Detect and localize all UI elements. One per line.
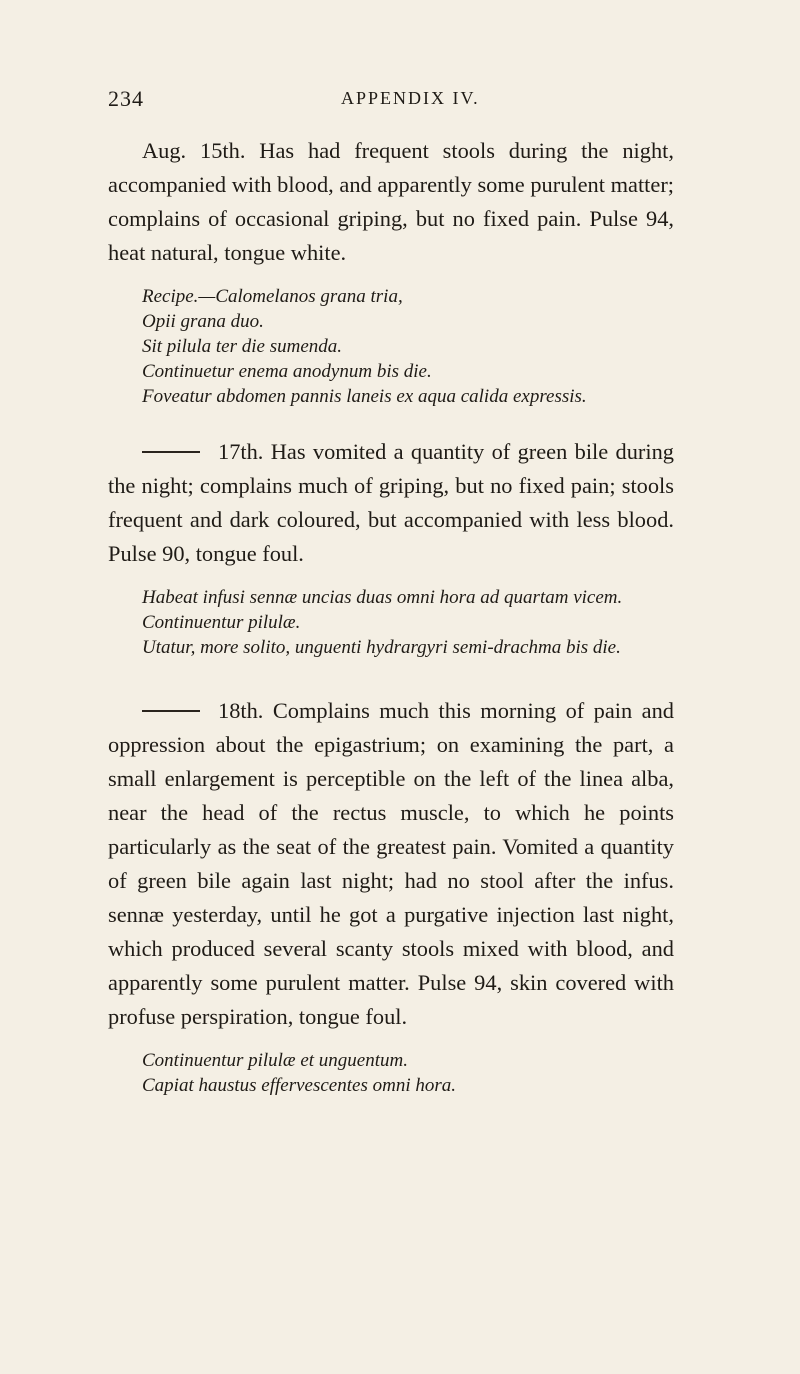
page-header: [108, 86, 668, 116]
prescription-line: Continuetur enema anodynum bis die.: [142, 361, 432, 382]
running-head: APPENDIX IV.: [341, 88, 480, 108]
ditto-dash: [142, 451, 200, 453]
entry-text: 17th. Has vomited a quantity of green bile during the night; complains much of griping, but no fixed pain; stools frequent and dark coloured, but accompanied with less blood. Pulse 90, tongue foul.: [108, 439, 674, 566]
prescription-line: Habeat infusi sennæ uncias duas omni hora ad quartam vicem.: [142, 587, 623, 608]
case-entry-aug-15: Aug. 15th. Has had frequent stools during the night, accompanied with blood, and apparently some purulent matter; complains of occasional griping, but no fixed pain. Pulse 94, heat natural, tongue white.: [108, 138, 674, 265]
prescription-line: Continuentur pilulæ et unguentum.: [142, 1050, 408, 1071]
prescription-line: Continuentur pilulæ.: [142, 612, 301, 633]
prescription-block-17th: [108, 585, 674, 660]
prescription-line: Sit pilula ter die sumenda.: [142, 336, 343, 357]
entry-text: 18th. Complains much this morning of pain and oppression about the epigastrium; on examining the part, a small enlargement is perceptible on the left of the linea alba, near the head of the rectus muscle, to which he points particularly as the seat of the greatest pain. Vomited a quantity of green bile again last night; had no stool after the infus. sennæ yesterday, until he got a purgative injection last night, which produced several scanty stools mixed with blood, and apparently some purulent matter. Pulse 94, skin covered with profuse perspiration, tongue foul.: [108, 698, 674, 1029]
case-entry-17th: [108, 435, 674, 571]
page-body: [108, 134, 674, 1098]
prescription-block-18th: [108, 1048, 674, 1098]
prescription-line: Foveatur abdomen pannis laneis ex aqua calida expressis.: [142, 386, 587, 407]
page-number: 234: [108, 86, 144, 111]
ditto-dash: [142, 710, 200, 712]
prescription-line: Recipe.—Calomelanos grana tria,: [142, 286, 403, 307]
prescription-line: Opii grana duo.: [142, 311, 264, 332]
case-entry-18th: [108, 694, 674, 1034]
prescription-line: Utatur, more solito, unguenti hydrargyri semi-drachma bis die.: [142, 637, 621, 658]
prescription-block-aug-15: [108, 284, 674, 409]
prescription-line: Capiat haustus effervescentes omni hora.: [142, 1075, 456, 1096]
